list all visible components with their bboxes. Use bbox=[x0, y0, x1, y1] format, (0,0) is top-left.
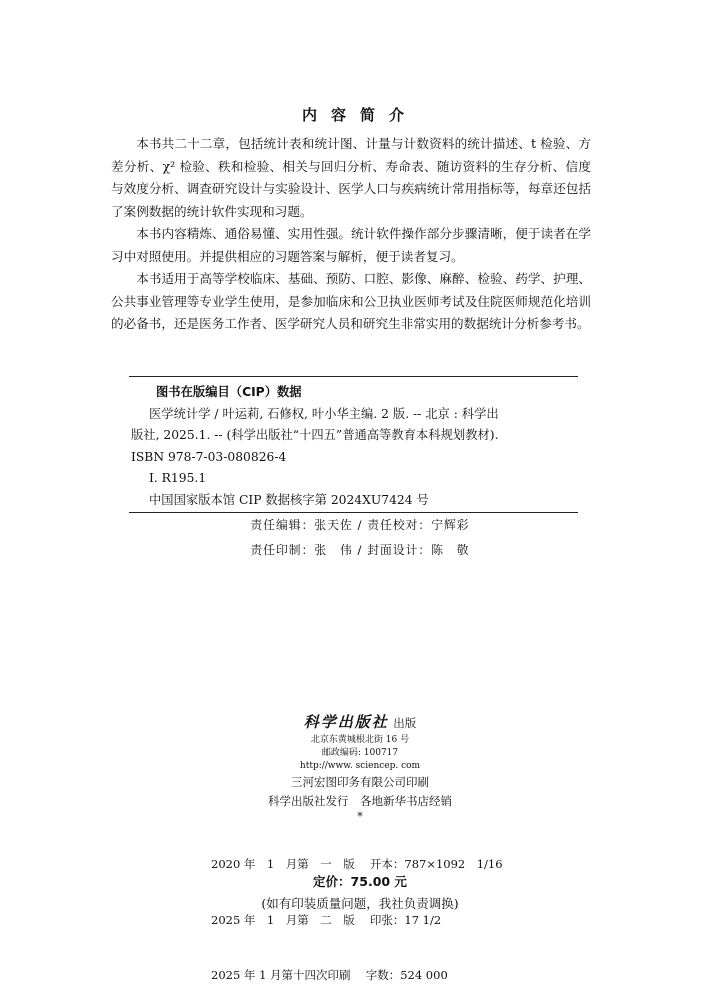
quality-note: (如有印装质量问题，我社负责调换) bbox=[261, 896, 459, 911]
cip-class-number: Ⅰ. R195.1 bbox=[149, 471, 207, 485]
price: 定价：75.00 元 bbox=[313, 874, 407, 889]
print-spec-line: 2020 年 1 月第 一 版 开本：787×1092 1/16 bbox=[211, 857, 503, 871]
summary-paragraph: 本书共二十二章，包括统计表和统计图、计量与计数资料的统计描述、t 检验、方差分析、χ² 检验、秩和检验、相关与回归分析、寿命表、随访资料的生存分析、信度与效度分析、调查研究设计与实验设计、医学人口与疾病统计常用指标等，每章还包括了案例数据的统计软件实现和习题。 bbox=[111, 136, 591, 219]
publisher-line bbox=[0, 711, 720, 734]
editors-line-2: 责任印制：张 伟 / 封面设计：陈 敬 bbox=[250, 543, 470, 557]
cip-title: 图书在版编目（CIP）数据 bbox=[156, 385, 302, 399]
publisher-postcode: 邮政编码: 100717 bbox=[321, 748, 399, 758]
cip-top-rule bbox=[129, 376, 578, 377]
publisher-address: 北京东黄城根北街 16 号 bbox=[310, 735, 410, 745]
publisher-logo: 科学出版社 bbox=[303, 713, 389, 731]
publisher-block bbox=[0, 711, 720, 823]
publisher-suffix: 出版 bbox=[393, 716, 417, 730]
print-spec-line: 2025 年 1 月第 二 版 印张：17 1/2 bbox=[211, 912, 442, 927]
summary-paragraph: 本书适用于高等学校临床、基础、预防、口腔、影像、麻醉、检验、药学、护理、公共事业管理等专业学生使用，是参加临床和公卫执业医师考试及住院医师规范化培训的必备书，还是医务工作者、医学研究人员和研究生非常实用的数据统计分析参考书。 bbox=[111, 271, 591, 331]
printer-line: 三河宏图印务有限公司印刷 bbox=[291, 775, 429, 789]
summary-paragraph: 本书内容精炼、通俗易懂、实用性强。统计软件操作部分步骤清晰，便于读者在学习中对照使用。并提供相应的习题答案与解析，便于读者复习。 bbox=[111, 226, 591, 264]
print-spec-line: 2025 年 1 月第十四次印刷 字数：524 000 bbox=[211, 968, 448, 982]
cip-isbn: ISBN 978-7-03-080826-4 bbox=[131, 449, 287, 464]
editors-block bbox=[0, 513, 720, 563]
cip-block bbox=[131, 382, 576, 511]
summary-body bbox=[111, 133, 591, 336]
cip-line-1: 医学统计学 / 叶运莉, 石修权, 叶小华主编. 2 版. -- 北京 : 科学出 bbox=[149, 406, 499, 421]
editors-line-1: 责任编辑：张天佐 / 责任校对：宁辉彩 bbox=[250, 518, 470, 532]
cip-record-number: 中国国家版本馆 CIP 数据核字第 2024XU7424 号 bbox=[149, 492, 429, 507]
distribution-line: 科学出版社发行 各地新华书店经销 bbox=[268, 794, 452, 808]
cip-line-2: 版社, 2025.1. -- (科学出版社“十四五”普通高等教育本科规划教材). bbox=[131, 428, 499, 442]
summary-title: 内容简介 bbox=[301, 106, 418, 124]
publisher-url: http://www. sciencep. com bbox=[299, 761, 421, 771]
separator-star: * bbox=[357, 810, 363, 823]
